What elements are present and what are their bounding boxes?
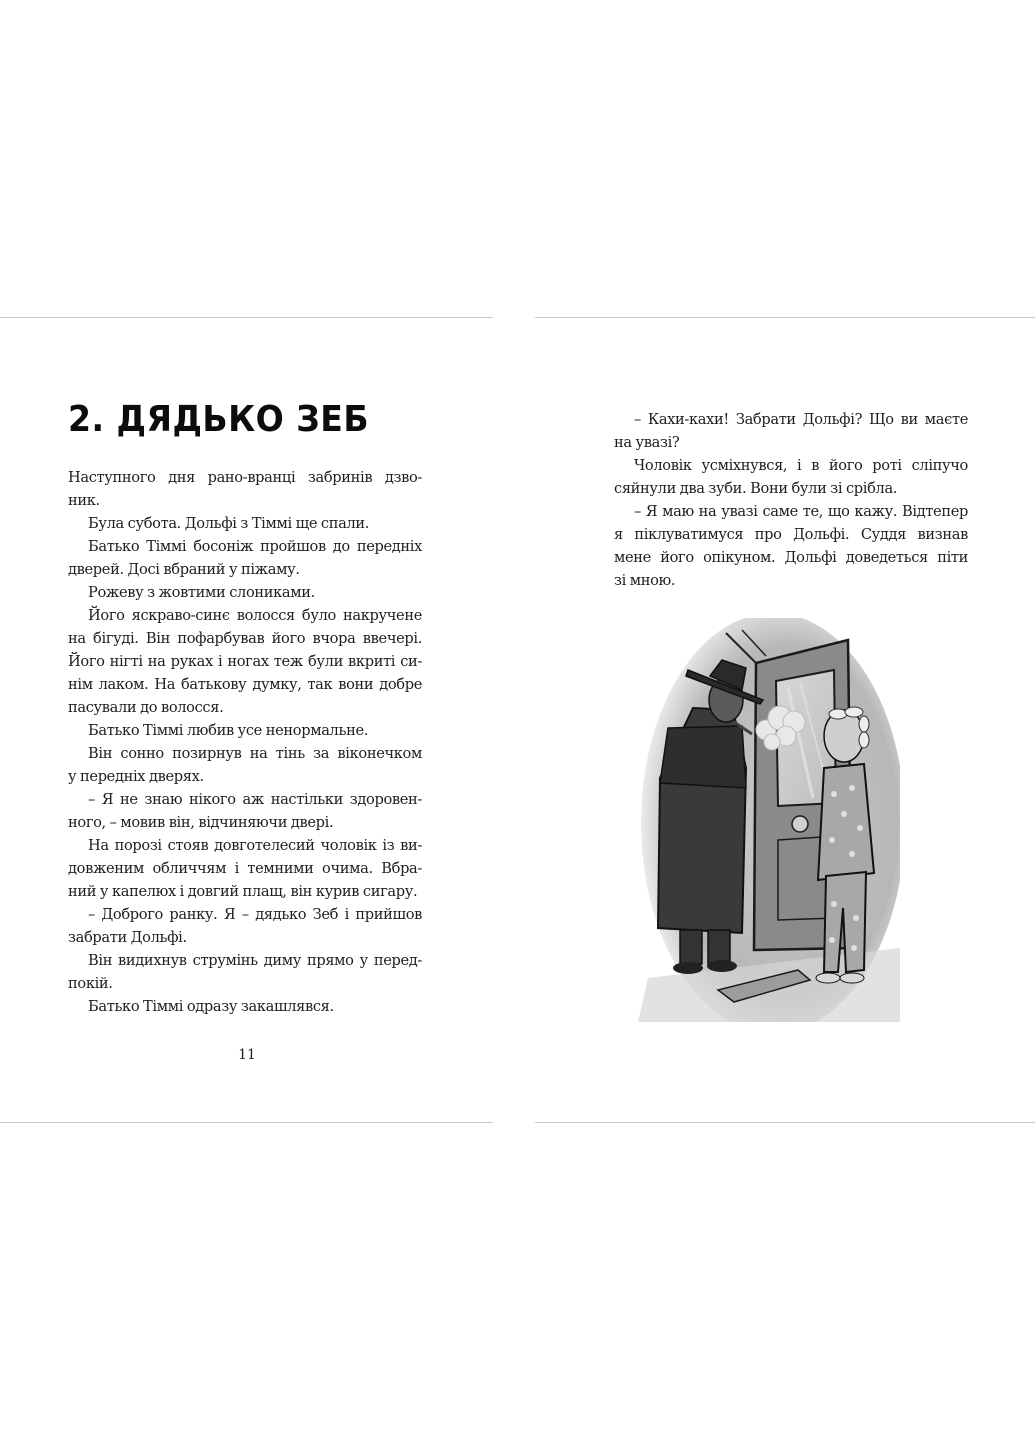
line-wrapper	[614, 454, 968, 477]
text-line: Він сонно позирнув на тінь за віконечком	[88, 745, 422, 762]
line-wrapper	[68, 903, 422, 926]
line-wrapper	[68, 742, 422, 765]
text-line: мене його опікуном. Дольфі доведеться піти	[614, 549, 968, 566]
line-wrapper	[68, 604, 422, 627]
line-wrapper	[614, 431, 968, 454]
line-wrapper	[614, 408, 968, 431]
paragraph	[68, 788, 422, 834]
text-line: покій.	[68, 975, 113, 992]
text-line: Його яскраво-синє волосся було накручене	[88, 607, 422, 624]
line-wrapper	[68, 535, 422, 558]
paragraph	[614, 454, 968, 500]
text-line: На порозі стояв довготелесий чоловік із ви-	[88, 837, 422, 854]
text-line: довженим обличчям і темними очима. Вбра-	[68, 860, 422, 877]
line-wrapper	[68, 650, 422, 673]
text-line: забрати Дольфі.	[68, 929, 187, 946]
text-line: ного, – мовив він, відчиняючи двері.	[68, 814, 334, 831]
line-wrapper	[68, 512, 422, 535]
text-line: зі мною.	[614, 572, 676, 589]
left-page	[68, 380, 422, 1018]
line-wrapper	[614, 546, 968, 569]
text-line: на бігуді. Він пофарбував його вчора ввечері.	[68, 630, 422, 647]
left-page-body	[68, 466, 422, 1018]
text-line: у передніх дверях.	[68, 768, 204, 785]
line-wrapper	[68, 995, 422, 1018]
text-line: пасували до волосся.	[68, 699, 224, 716]
paragraph	[68, 742, 422, 788]
paragraph	[68, 834, 422, 903]
right-page-top-rule	[535, 317, 1035, 318]
line-wrapper	[68, 627, 422, 650]
line-wrapper	[68, 857, 422, 880]
chapter-title: 2. ДЯДЬКО ЗЕБ	[68, 399, 370, 440]
text-line: Чоловік усміхнувся, і в його роті сліпучо	[634, 457, 968, 474]
line-wrapper	[68, 949, 422, 972]
paragraph	[68, 949, 422, 995]
text-line: на увазі?	[614, 434, 680, 451]
page-number: 11	[238, 1047, 256, 1063]
right-page	[614, 408, 968, 592]
text-line: Батько Тіммі одразу закашлявся.	[88, 998, 334, 1015]
line-wrapper	[614, 569, 968, 592]
paragraph	[68, 535, 422, 581]
right-page-bottom-rule	[535, 1122, 1035, 1123]
text-line: сяйнули два зуби. Вони були зі срібла.	[614, 480, 898, 497]
line-wrapper	[614, 477, 968, 500]
text-line: Батько Тіммі любив усе ненормальне.	[88, 722, 369, 739]
line-wrapper	[68, 788, 422, 811]
line-wrapper	[68, 926, 422, 949]
text-line: – Доброго ранку. Я – дядько Зеб і прийшов	[88, 906, 422, 923]
text-line: Наступного дня рано-вранці забринів дзво-	[68, 469, 422, 486]
line-wrapper	[68, 489, 422, 512]
line-wrapper	[68, 811, 422, 834]
text-line: Рожеву з жовтими слониками.	[88, 584, 315, 601]
paragraph	[68, 604, 422, 719]
text-line: Була субота. Дольфі з Тіммі ще спали.	[88, 515, 370, 532]
paragraph	[68, 512, 422, 535]
text-line: ний у капелюх і довгий плащ, він курив сигару.	[68, 883, 418, 900]
paragraph	[68, 995, 422, 1018]
paragraph	[68, 719, 422, 742]
text-line: дверей. Досі вбраний у піжаму.	[68, 561, 300, 578]
text-line: я піклуватимуся про Дольфі. Суддя визнав	[614, 526, 968, 543]
right-page-body	[614, 408, 968, 592]
text-line: Батько Тіммі босоніж пройшов до передніх	[88, 538, 422, 555]
line-wrapper	[68, 880, 422, 903]
text-line: нім лаком. На батькову думку, так вони добре	[68, 676, 422, 693]
paragraph	[68, 581, 422, 604]
left-page-bottom-rule	[0, 1122, 493, 1123]
text-line: ник.	[68, 492, 100, 509]
line-wrapper	[68, 834, 422, 857]
line-wrapper	[68, 719, 422, 742]
line-wrapper	[68, 466, 422, 489]
illustration-doorway-scene	[638, 618, 900, 1022]
line-wrapper	[68, 765, 422, 788]
text-line: Він видихнув струмінь диму прямо у перед-	[88, 952, 422, 969]
line-wrapper	[614, 500, 968, 523]
line-wrapper	[68, 558, 422, 581]
line-wrapper	[68, 696, 422, 719]
line-wrapper	[68, 581, 422, 604]
illustration-svg	[638, 618, 900, 1022]
text-line: – Я маю на увазі саме те, що кажу. Відтепер	[634, 503, 968, 520]
line-wrapper	[68, 972, 422, 995]
paragraph	[614, 408, 968, 454]
text-line: – Я не знаю нікого аж настільки здоровен-	[88, 791, 422, 808]
text-line: Його нігті на руках і ногах теж були вкриті си-	[68, 653, 422, 670]
paragraph	[614, 500, 968, 592]
text-line: – Кахи-кахи! Забрати Дольфі? Що ви маєте	[634, 411, 968, 428]
line-wrapper	[68, 673, 422, 696]
left-page-top-rule	[0, 317, 493, 318]
paragraph	[68, 466, 422, 512]
paragraph	[68, 903, 422, 949]
line-wrapper	[614, 523, 968, 546]
